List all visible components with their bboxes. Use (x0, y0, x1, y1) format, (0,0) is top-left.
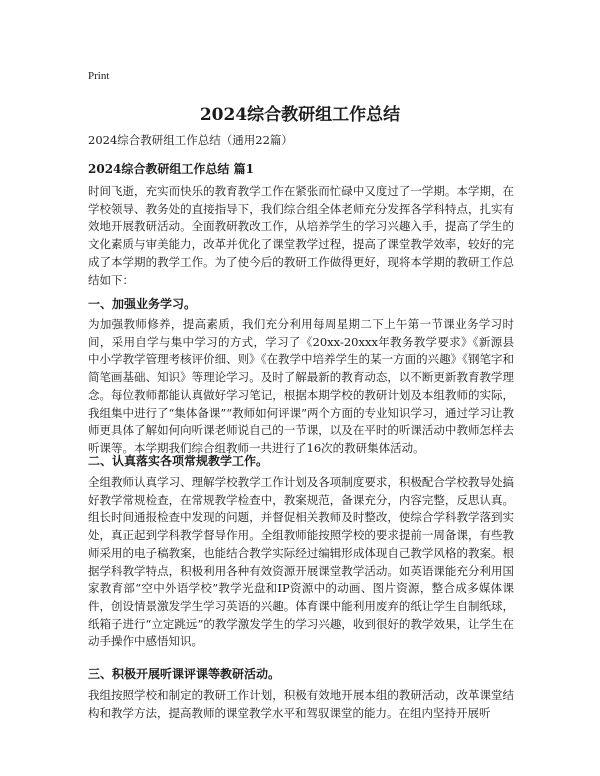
heading-3: 三、积极开展听课评课等教研活动。 (88, 667, 281, 681)
document-subtitle: 2024综合教研组工作总结（通用22篇） (88, 133, 293, 147)
heading-2: 二、认真落实各项常规教学工作。 (88, 454, 269, 468)
section-heading: 2024综合教研组工作总结 篇1 (88, 162, 254, 176)
print-label[interactable]: Print (88, 70, 110, 82)
paragraph-2: 全组教师认真学习、理解学校教学工作计划及各项制度要求，积极配合学校教导处搞好教学常规检查，在常规教学检查中，教案规范，备课充分，内容完整，反思认真。组长时间通报检查中发现的问题，并督促相关教师及时整改，使综合学科教学落到实处，真正起到学科教学督导作用。全组教师能按照学校的要求提前一周备课，有些教师采用的电子稿教案，也能结合教学实际经过编辑形成体现自己教学风格的教案。根据学科教学特点，积极利用各种有效资源开展课堂教学活动。如英语课能充分利用国家教育部“空中外语学校”教学光盘和IP资源中的动画、图片资源，整合成多媒体课件，创设情景激发学生学习英语的兴趣。体育课中能利用废弃的纸让学生自制纸球，纸箱子进行“立定跳远”的教学激发学生的学习兴趣，收到很好的教学效果，让学生在动手操作中感悟知识。 (88, 475, 514, 649)
heading-1: 一、加强业务学习。 (88, 297, 197, 311)
page-title: 2024综合教研组工作总结 (199, 105, 401, 125)
paragraph-1: 为加强教师修养，提高素质，我们充分利用每周星期二下上午第一节课业务学习时间，采用自学与集中学习的方式，学习了《20xx-20xxx年教务教学要求》《新源县中小学教学管理考核评价细、则》《在教学中培养学生的某一方面的兴趣》《钢笔字和简笔画基础、知识》等理论学习。及时了解最新的教育动态，以不断更新教育教学理念。每位教师都能认真做好学习笔记，根据本期学校的教研计划及本组教师的实际，我组集中进行了“集体备课”“教师如何评课”两个方面的专业知识学习，通过学习让教师更具体了解如何向听课老师说自己的一节课，以及在平时的听课活动中教师怎样去听课等。本学期我们综合组教师一共进行了16次的教研集体活动。 (88, 317, 515, 455)
intro-paragraph: 时间飞逝，充实而快乐的教育教学工作在紧张而忙碌中又度过了一学期。本学期，在学校领导、教务处的直接指导下，我们综合组全体老师充分发挥各学科特点，扎实有效地开展教研活动。全面教研教改工作，从培养学生的学习兴趣入手，提高了学生的文化素质与审美能力，改革并优化了课堂教学过程，提高了课堂教学效率，较好的完成了本学期的教学工作。为了使今后的教研工作做得更好，现将本学期的教研工作总结如下： (88, 184, 514, 287)
paragraph-3: 我组按照学校和制定的教研工作计划，积极有效地开展本组的教研活动，改革课堂结构和教学方法，提高教师的课堂教学水平和驾驭课堂的能力。在组内坚持开展听 (88, 688, 514, 720)
